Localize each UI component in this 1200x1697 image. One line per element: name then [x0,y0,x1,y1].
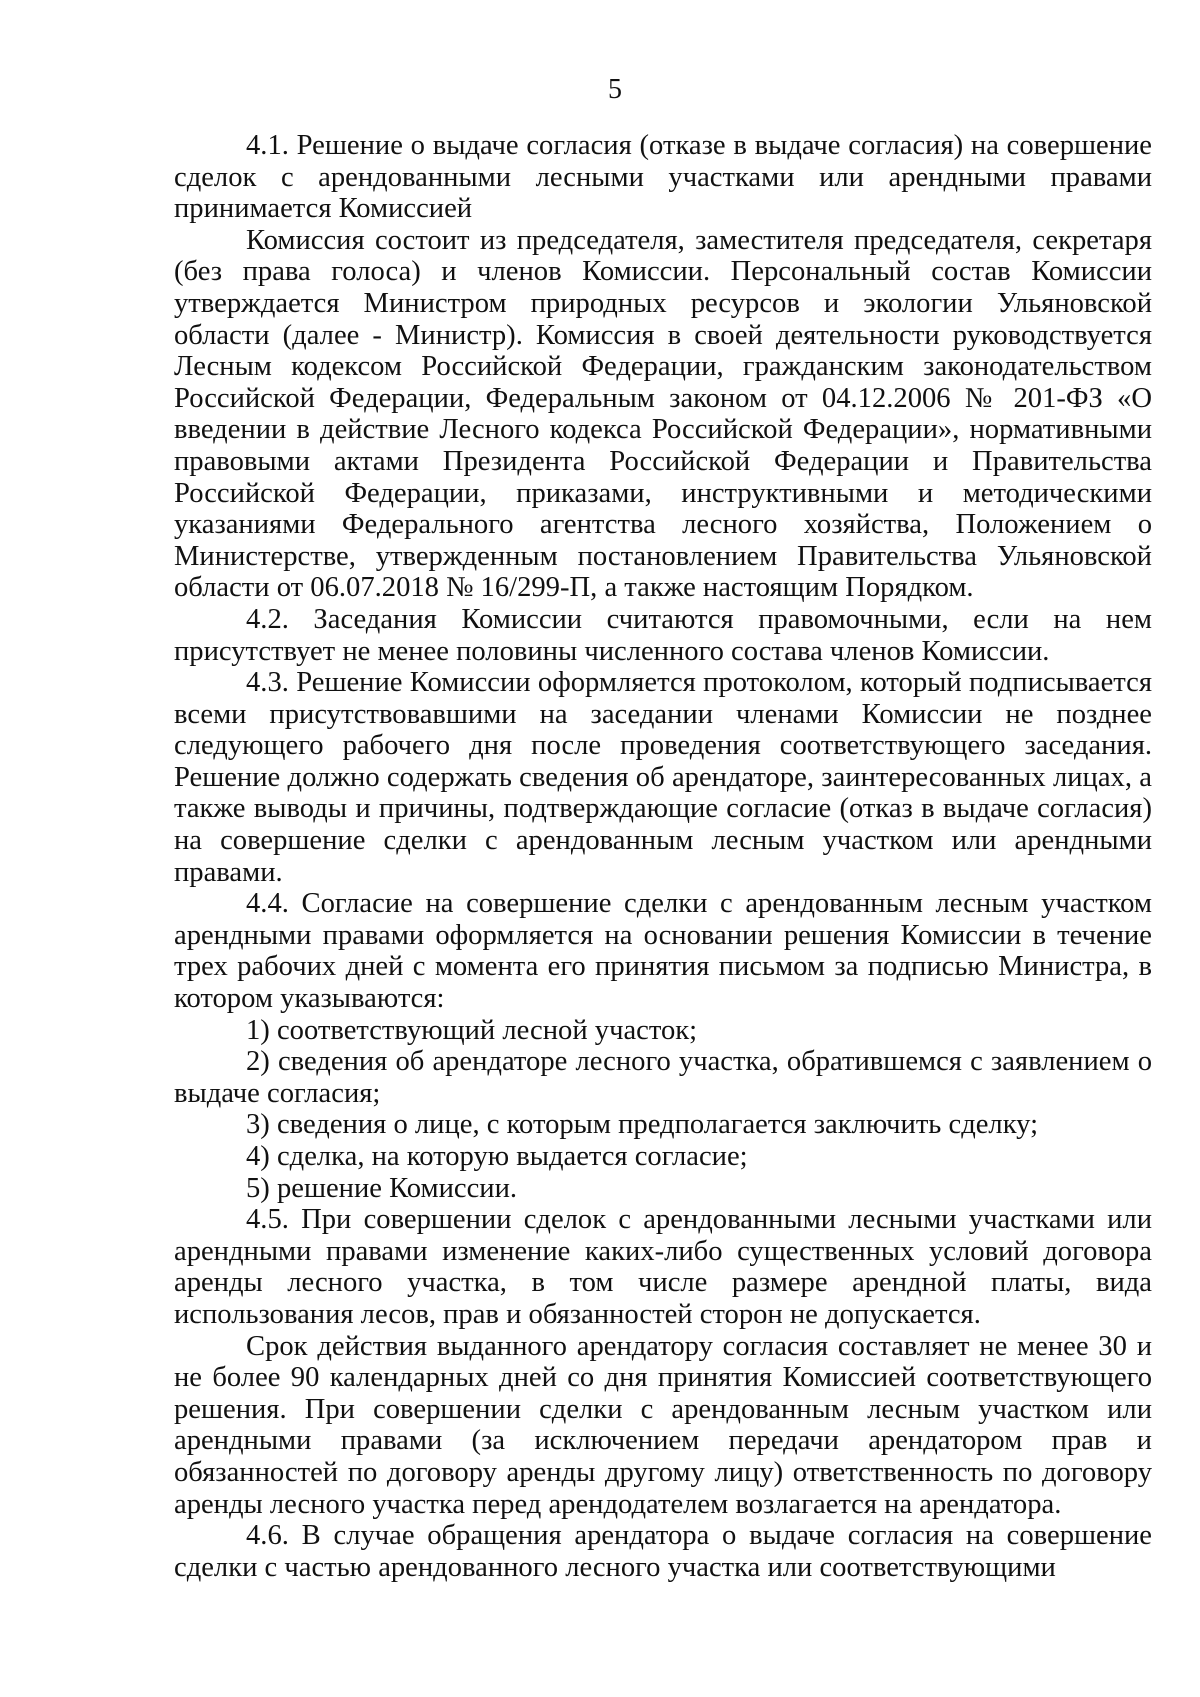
paragraph-4-6: 4.6. В случае обращения арендатора о выдаче согласия на совершение сделки с частью арендованного лесного участка или соответствующими [174,1520,1152,1583]
document-body [174,130,1152,1583]
list-item-3: 3) сведения о лице, с которым предполагается заключить сделку; [246,1109,1039,1141]
paragraph-commission-composition: Комиссия состоит из председателя, заместителя председателя, секретаря (без права голоса) и членов Комиссии. Персональный состав Комиссии утверждается Министром природных ресурсов и экологии Ульяновской области (далее - Министр). Комиссия в своей деятельности руководствуется Лесным кодексом Российской Федерации, гражданским законодательством Российской Федерации, Федеральным законом от 04.12.2006 № 201-ФЗ «О введении в действие Лесного кодекса Российской Федерации», нормативными правовыми актами Президента Российской Федерации и Правительства Российской Федерации, приказами, инструктивными и методическими указаниями Федерального агентства лесного хозяйства, Положением о Министерстве, утвержденным постановлением Правительства Ульяновской области от 06.07.2018 № 16/299-П, а также настоящим Порядком. [174,224,1152,604]
list-item-2: 2) сведения об арендаторе лесного участка, обратившемся с заявлением о выдаче согласия; [174,1046,1152,1109]
paragraph-4-5: 4.5. При совершении сделок с арендованными лесными участками или арендными правами изменение каких-либо существенных условий договора аренды лесного участка, в том числе размере арендной платы, вида использования лесов, прав и обязанностей сторон не допускается. [174,1204,1152,1330]
page-number: 5 [608,74,622,105]
paragraph-4-1: 4.1. Решение о выдаче согласия (отказе в выдаче согласия) на совершение сделок с арендованными лесными участками или арендными правами принимается Комиссией [174,130,1152,225]
paragraph-4-2: 4.2. Заседания Комиссии считаются правомочными, если на нем присутствует не менее половины численного состава членов Комиссии. [174,603,1152,667]
paragraph-4-3: 4.3. Решение Комиссии оформляется протоколом, который подписывается всеми присутствовавшими на заседании членами Комиссии не позднее следующего рабочего дня после проведения соответствующего заседания. Решение должно содержать сведения об арендаторе, заинтересованных лицах, а также выводы и причины, подтверждающие согласие (отказ в выдаче согласия) на совершение сделки с арендованным лесным участком или арендными правами. [174,667,1152,888]
list-item-4: 4) сделка, на которую выдается согласие; [246,1141,748,1172]
paragraph-consent-term: Срок действия выданного арендатору согласия составляет не менее 30 и не более 90 календарных дней со дня принятия Комиссией соответствующего решения. При совершении сделки с арендованным лесным участком или арендными правами (за исключением передачи арендатором прав и обязанностей по договору аренды другому лицу) ответственность по договору аренды лесного участка перед арендодателем возлагается на арендатора. [174,1330,1152,1520]
list-item-1: 1) соответствующий лесной участок; [246,1014,698,1046]
paragraph-4-4: 4.4. Согласие на совершение сделки с арендованным лесным участком арендными правами оформляется на основании решения Комиссии в течение трех рабочих дней с момента его принятия письмом за подписью Министра, в котором указываются: [174,888,1152,1015]
list-item-5: 5) решение Комиссии. [246,1172,518,1204]
